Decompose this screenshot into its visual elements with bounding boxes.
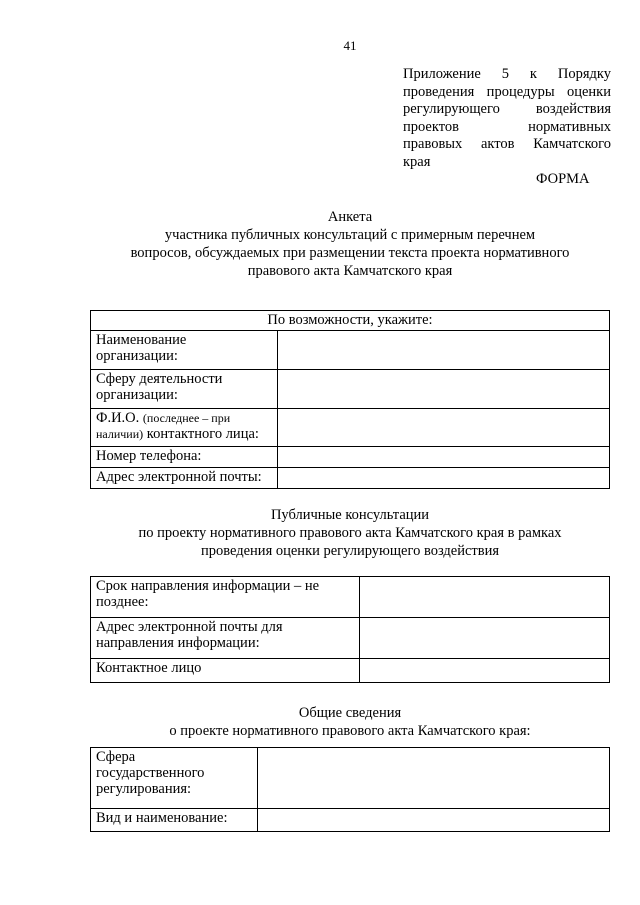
- organization-name-field[interactable]: [278, 331, 610, 370]
- deadline-label: Срок направления информации – не позднее:: [91, 577, 360, 618]
- organization-name-label: Наименование организации:: [91, 331, 278, 370]
- annex-reference: [403, 66, 611, 171]
- submission-email-label: Адрес электронной почты для направления информации:: [91, 618, 360, 659]
- activity-sphere-field[interactable]: [278, 370, 610, 409]
- title-line: по проекту нормативного правового акта Камчатского края в рамках: [138, 525, 562, 541]
- page-number: 41: [343, 38, 357, 53]
- activity-sphere-label: Сферу деятельности организации:: [91, 370, 278, 409]
- contact-person-name-label: Ф.И.О. (последнее – при наличии) контактного лица:: [91, 409, 278, 447]
- regulation-sphere-field[interactable]: [258, 748, 610, 809]
- contact-person-field[interactable]: [360, 659, 610, 683]
- deadline-field[interactable]: [360, 577, 610, 618]
- submission-email-field[interactable]: [360, 618, 610, 659]
- title-line: участника публичных консультаций с примерным перечнем: [164, 227, 536, 243]
- type-and-name-field[interactable]: [258, 809, 610, 832]
- annex-line: проектов нормативных: [403, 118, 611, 135]
- consultations-title: [90, 506, 610, 560]
- annex-line: правовых актов Камчатского: [403, 136, 611, 152]
- form-label: ФОРМА: [536, 171, 590, 187]
- regulation-sphere-label: Сфера государственного регулирования:: [91, 748, 258, 809]
- contact-person-name-field[interactable]: [278, 409, 610, 447]
- title-line: правового акта Камчатского края: [247, 263, 453, 279]
- table-header: По возможности, укажите:: [91, 311, 610, 331]
- consultations-table: [90, 576, 610, 683]
- title-line: проведения оценки регулирующего воздействия: [200, 543, 500, 559]
- type-and-name-label: Вид и наименование:: [91, 809, 258, 832]
- title-line: о проекте нормативного правового акта Камчатского края:: [169, 723, 531, 739]
- title-line: вопросов, обсуждаемых при размещении текста проекта нормативного: [130, 245, 570, 261]
- annex-line: Приложение 5 к Порядку: [403, 66, 611, 82]
- contact-person-label: Контактное лицо: [91, 659, 360, 683]
- email-label: Адрес электронной почты:: [91, 468, 278, 489]
- general-info-title: [90, 704, 610, 740]
- annex-line: регулирующего воздействия: [403, 101, 611, 117]
- contact-info-table: [90, 310, 610, 489]
- phone-number-label: Номер телефона:: [91, 447, 278, 468]
- questionnaire-title: [90, 208, 610, 280]
- email-field[interactable]: [278, 468, 610, 489]
- title-line: Анкета: [327, 209, 373, 225]
- title-line: Публичные консультации: [270, 507, 430, 523]
- annex-line: края: [403, 153, 431, 170]
- title-line: Общие сведения: [298, 705, 402, 721]
- phone-number-field[interactable]: [278, 447, 610, 468]
- general-info-table: [90, 747, 610, 832]
- annex-line: проведения процедуры оценки: [403, 83, 611, 100]
